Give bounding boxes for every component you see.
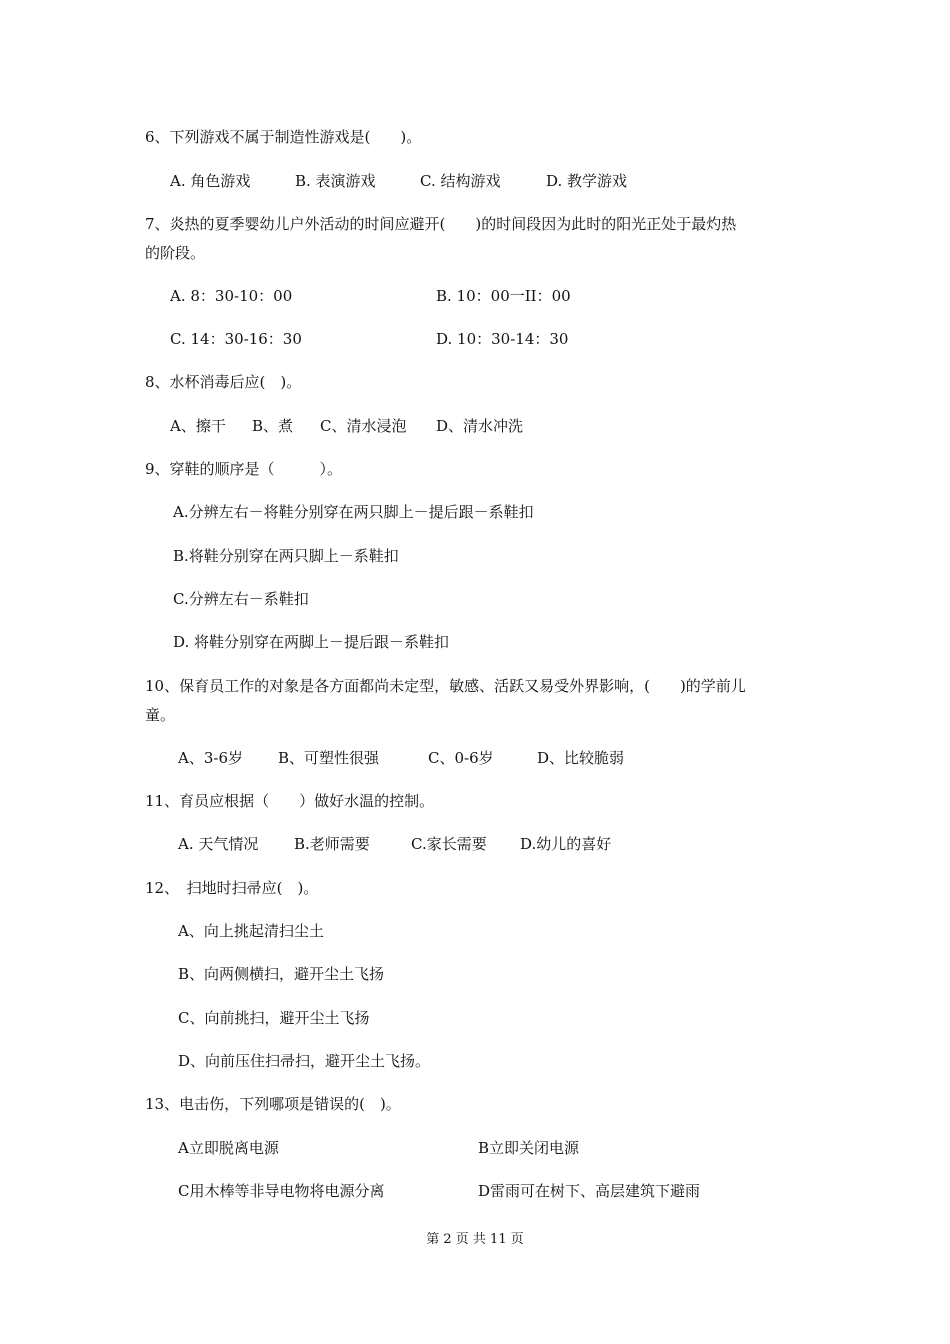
question-10-option-d: D、比较脆弱 <box>537 749 625 767</box>
question-11-option-b: B.老师需要 <box>294 835 370 853</box>
question-9-option-b: B.将鞋分别穿在两只脚上－系鞋扣 <box>173 547 399 565</box>
question-8-option-b: B、煮 <box>252 417 294 435</box>
question-7-stem-line1: 7、炎热的夏季婴幼儿户外活动的时间应避开( )的时间段因为此时的阳光正处于最灼热 <box>145 215 737 233</box>
question-10-stem-line1: 10、保育员工作的对象是各方面都尚未定型，敏感、活跃又易受外界影响，( )的学前儿 <box>145 677 746 695</box>
page-footer: 第 2 页 共 11 页 <box>426 1232 524 1247</box>
question-9-option-c: C.分辨左右－系鞋扣 <box>173 590 309 608</box>
question-7-option-d: D. 10：30-14：30 <box>436 330 569 348</box>
question-13-option-b: B立即关闭电源 <box>478 1139 580 1157</box>
question-7-stem-line2: 的阶段。 <box>145 244 206 262</box>
question-8-option-d: D、清水冲洗 <box>436 417 524 435</box>
question-12-option-a: A、向上挑起清扫尘土 <box>178 922 324 940</box>
question-12-option-b: B、向两侧横扫，避开尘土飞扬 <box>178 965 385 983</box>
question-6-option-a: A. 角色游戏 <box>170 172 251 190</box>
question-9-option-d: D. 将鞋分别穿在两脚上－提后跟－系鞋扣 <box>173 633 450 651</box>
question-6-option-b: B. 表演游戏 <box>295 172 376 190</box>
question-9-stem: 9、穿鞋的顺序是（ ）。 <box>145 460 343 478</box>
question-8-stem: 8、水杯消毒后应( )。 <box>145 373 302 391</box>
question-8-option-c: C、清水浸泡 <box>320 417 407 435</box>
question-10-stem-line2: 童。 <box>145 706 176 724</box>
question-10-option-c: C、0-6岁 <box>428 749 494 767</box>
question-7-option-b: B. 10：00一II：00 <box>436 287 571 305</box>
question-10-option-a: A、3-6岁 <box>178 749 243 767</box>
question-11-option-d: D.幼儿的喜好 <box>520 835 612 853</box>
question-13-option-d: D雷雨可在树下、高层建筑下避雨 <box>478 1182 701 1200</box>
question-7-option-c: C. 14：30-16：30 <box>170 330 302 348</box>
question-10-option-b: B、可塑性很强 <box>278 749 380 767</box>
question-6-option-c: C. 结构游戏 <box>420 172 501 190</box>
question-12-stem: 12、 扫地时扫帚应( )。 <box>145 879 319 897</box>
question-11-stem: 11、育员应根据（ ）做好水温的控制。 <box>145 792 435 810</box>
question-8-option-a: A、擦干 <box>170 417 226 435</box>
question-12-option-d: D、向前压住扫帚扫，避开尘土飞扬。 <box>178 1052 431 1070</box>
question-13-stem: 13、电击伤，下列哪项是错误的( )。 <box>145 1095 401 1113</box>
question-6-stem: 6、下列游戏不属于制造性游戏是( )。 <box>145 128 422 146</box>
question-9-option-a: A.分辨左右－将鞋分别穿在两只脚上－提后跟－系鞋扣 <box>173 503 534 521</box>
question-6-option-d: D. 教学游戏 <box>546 172 628 190</box>
question-13-option-c: C用木棒等非导电物将电源分离 <box>178 1182 385 1200</box>
question-7-option-a: A. 8：30-10：00 <box>170 287 293 305</box>
question-13-option-a: A立即脱离电源 <box>178 1139 279 1157</box>
question-11-option-c: C.家长需要 <box>411 835 487 853</box>
question-12-option-c: C、向前挑扫，避开尘土飞扬 <box>178 1009 370 1027</box>
question-11-option-a: A. 天气情况 <box>178 835 259 853</box>
